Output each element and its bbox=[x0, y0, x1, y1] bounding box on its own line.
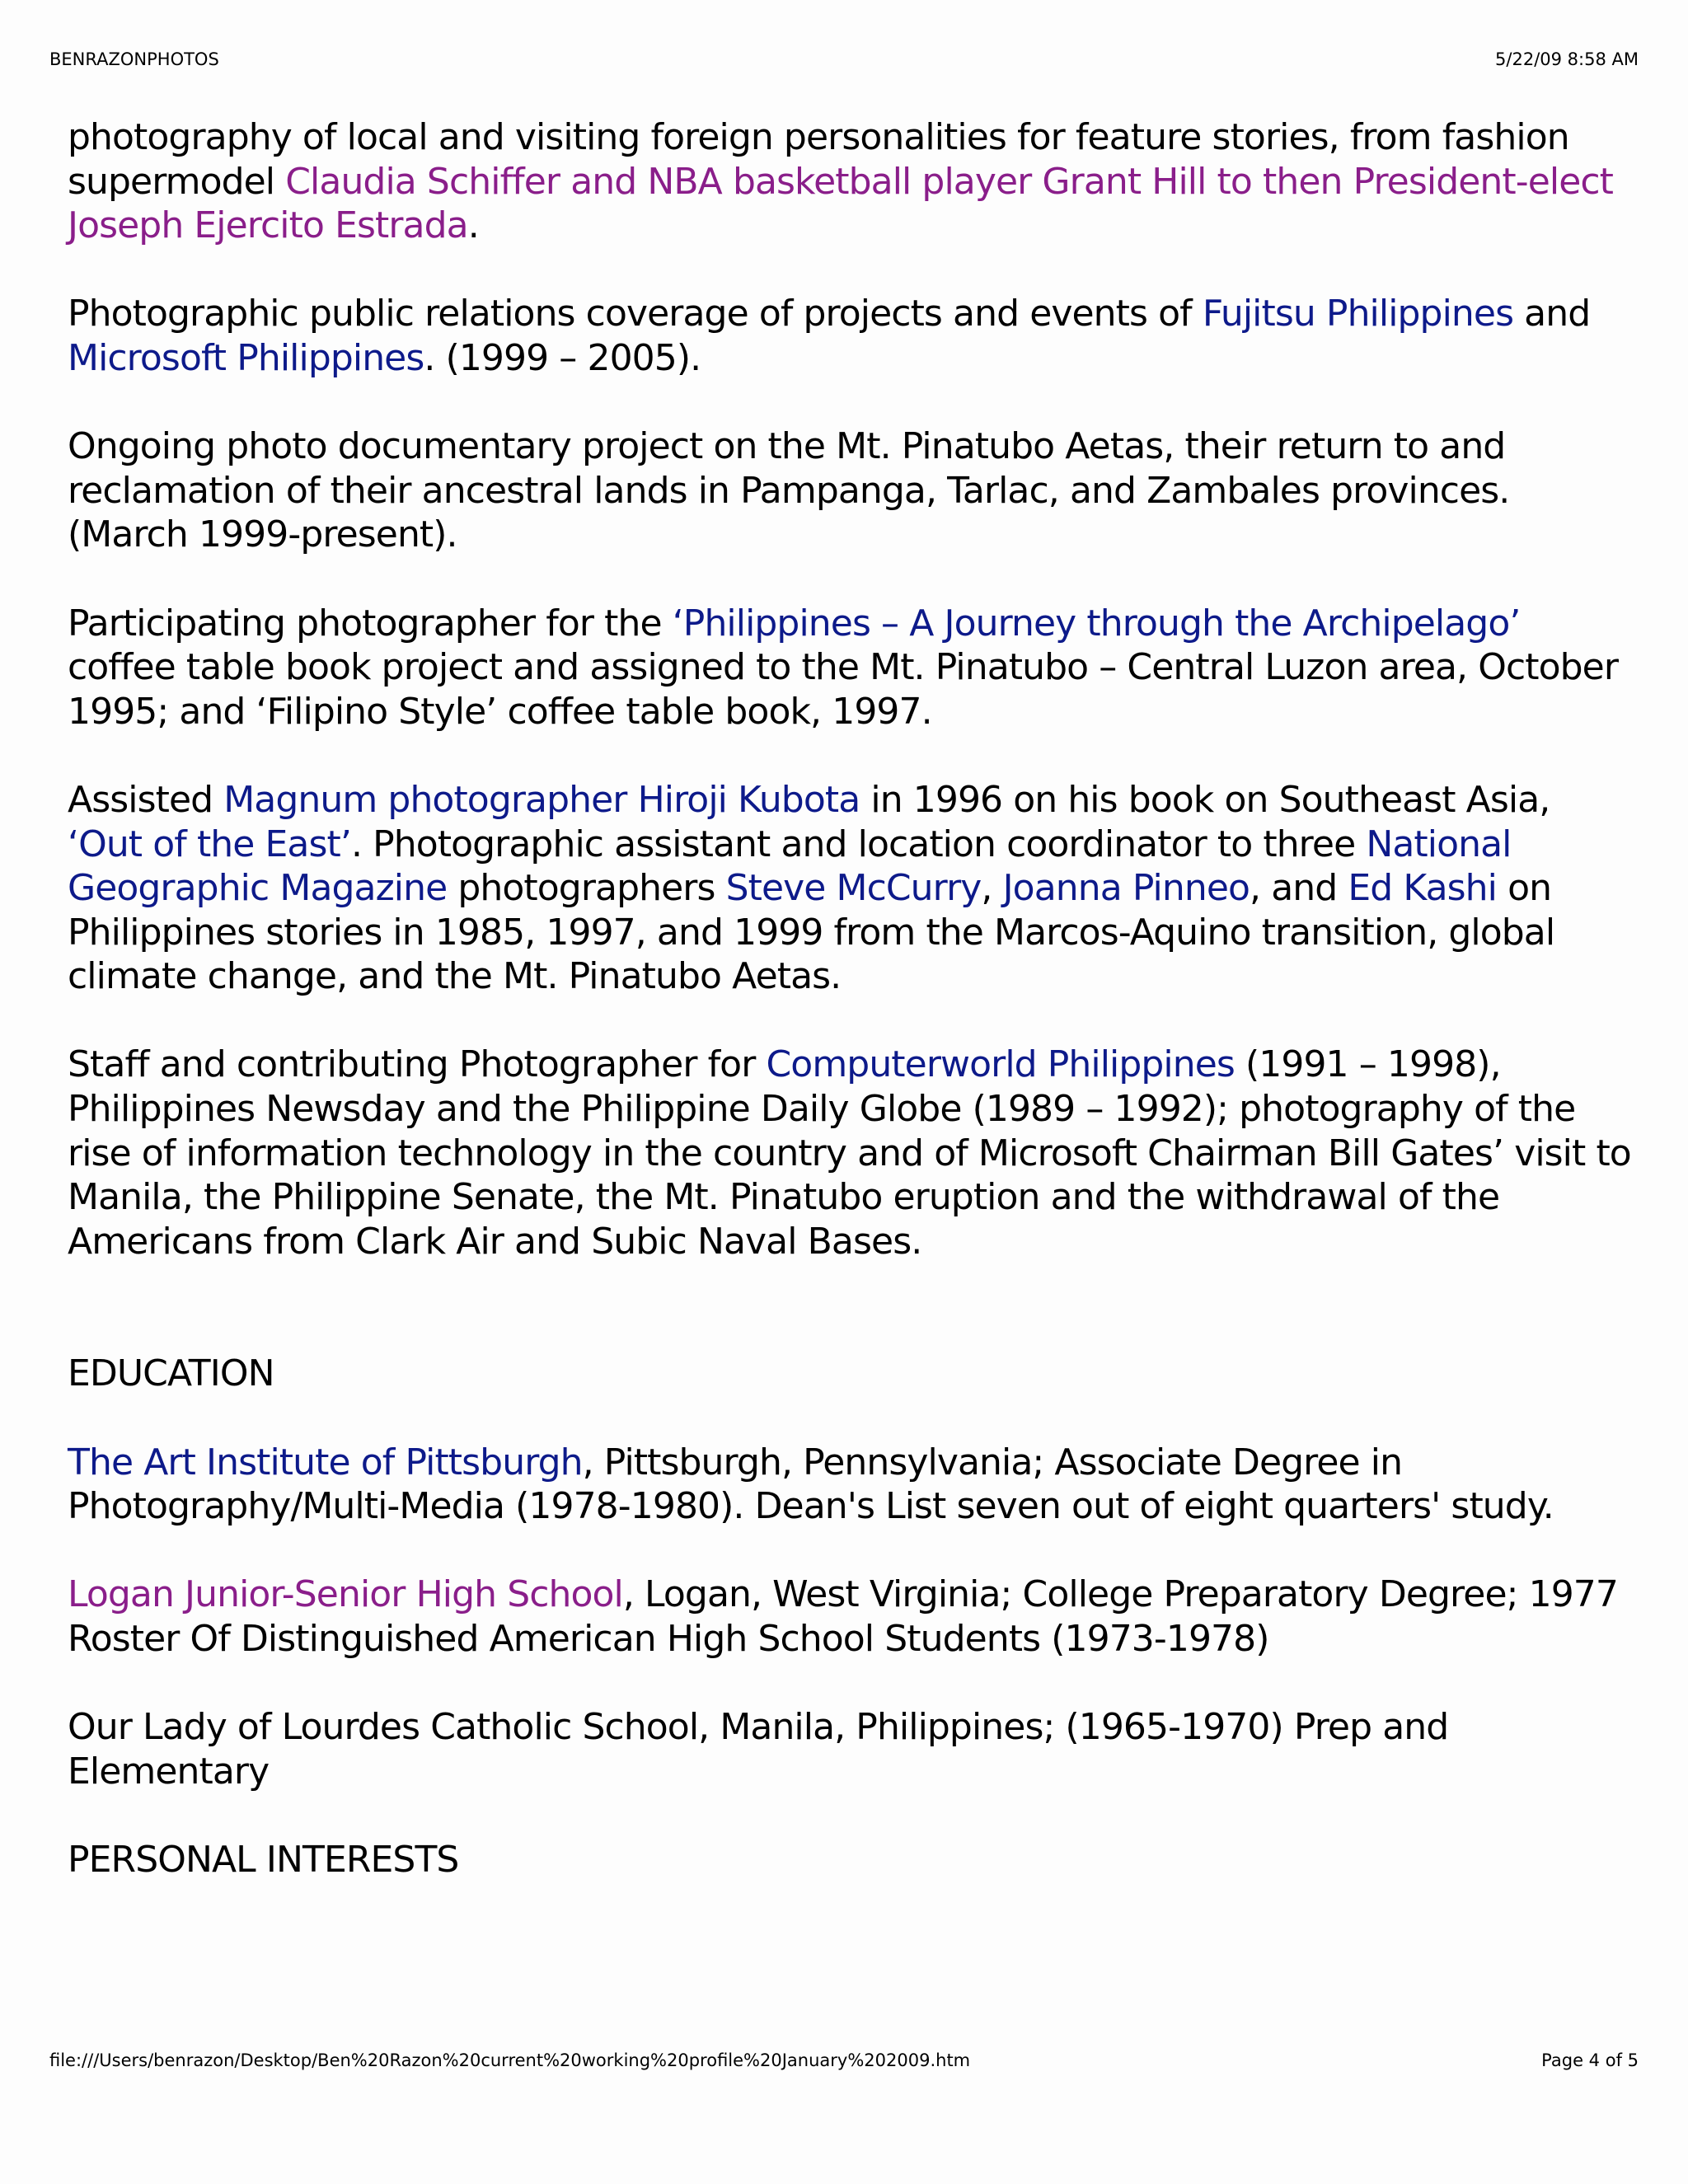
text: , and bbox=[1250, 867, 1348, 910]
text: . Photographic assistant and location coordinator to three bbox=[350, 823, 1367, 865]
education-logan-high bbox=[68, 1572, 1634, 1661]
text: , Logan, West Virginia; College Preparatory Degree; 1977 Roster Of Distinguished American High School Students (1973-1978) bbox=[68, 1573, 1618, 1660]
link-logan-high-school[interactable]: Logan Junior-Senior High School bbox=[68, 1573, 623, 1616]
paragraph-pr-coverage bbox=[68, 292, 1634, 380]
paragraph-pinatubo-project bbox=[68, 424, 1634, 557]
text: Ongoing photo documentary project on the Mt. Pinatubo Aetas, their return to and reclamation of their ancestral lands in Pampanga, Tarlac, and Zambales provinces. (March 1999-present). bbox=[68, 425, 1510, 556]
paragraph-portraits bbox=[68, 115, 1634, 248]
paragraph-coffee-table-book bbox=[68, 602, 1634, 734]
text: Assisted bbox=[68, 778, 224, 821]
print-header-datetime: 5/22/09 8:58 AM bbox=[1495, 49, 1639, 69]
link-microsoft[interactable]: Microsoft Philippines bbox=[68, 336, 424, 379]
text: photography of local and visiting foreign personalities for feature stories, from fashion supermodel bbox=[68, 116, 1569, 203]
text: on Philippines stories in 1985, 1997, and 1999 from the Marcos-Aquino transition, global climate change, and the Mt. Pinatubo Aetas. bbox=[68, 867, 1555, 998]
print-footer-url: file:///Users/benrazon/Desktop/Ben%20Razon%20current%20working%20profile%20January%202009.htm bbox=[49, 2050, 971, 2070]
link-joanna-pinneo[interactable]: Joanna Pinneo bbox=[1002, 867, 1250, 910]
text: Staff and contributing Photographer for bbox=[68, 1043, 767, 1086]
link-ed-kashi[interactable]: Ed Kashi bbox=[1348, 867, 1497, 910]
link-out-of-the-east[interactable]: ‘Out of the East’ bbox=[68, 823, 351, 865]
print-header-title: BENRAZONPHOTOS bbox=[49, 49, 219, 69]
link-fujitsu[interactable]: Fujitsu Philippines bbox=[1202, 293, 1514, 335]
link-computerworld[interactable]: Computerworld Philippines bbox=[766, 1043, 1235, 1086]
education-lourdes bbox=[68, 1705, 1634, 1793]
link-personalities[interactable]: Claudia Schiffer and NBA basketball player Grant Hill to then President-elect Joseph Ejercito Estrada bbox=[68, 160, 1614, 247]
section-heading-education: EDUCATION bbox=[68, 1352, 274, 1395]
text: and bbox=[1513, 293, 1591, 335]
text: , bbox=[981, 867, 1003, 910]
paragraph-staff-photographer bbox=[68, 1043, 1634, 1263]
text: photographers bbox=[447, 867, 726, 910]
text: in 1996 on his book on Southeast Asia, bbox=[860, 778, 1550, 821]
paragraph-assisted bbox=[68, 778, 1634, 999]
text: Photographic public relations coverage of projects and events of bbox=[68, 293, 1203, 335]
document-body bbox=[68, 115, 1634, 1926]
link-hiroji-kubota[interactable]: Magnum photographer Hiroji Kubota bbox=[223, 778, 860, 821]
text: (1991 – 1998), Philippines Newsday and the Philippine Daily Globe (1989 – 1992); photography of the rise of information technology in the country and of Microsoft Chairman Bill Gates’ visit to Manila, the Philippine Senate, the Mt. Pinatubo eruption and the withdrawal of the Americans from Clark Air and Subic Naval Bases. bbox=[68, 1043, 1631, 1263]
text: coffee table book project and assigned to the Mt. Pinatubo – Central Luzon area, October 1995; and ‘Filipino Style’ coffee table book, 1997. bbox=[68, 646, 1619, 733]
link-steve-mccurry[interactable]: Steve McCurry bbox=[725, 867, 982, 910]
link-art-institute[interactable]: The Art Institute of Pittsburgh bbox=[68, 1441, 583, 1483]
link-national-geographic[interactable]: National Geographic Magazine bbox=[68, 823, 1512, 910]
text: . (1999 – 2005). bbox=[424, 336, 701, 379]
text: , Pittsburgh, Pennsylvania; Associate Degree in Photography/Multi-Media (1978-1980). Dean's List seven out of eight quarters' study. bbox=[68, 1441, 1554, 1528]
text: Participating photographer for the bbox=[68, 602, 673, 644]
print-footer-page-number: Page 4 of 5 bbox=[1541, 2050, 1639, 2070]
education-art-institute bbox=[68, 1441, 1634, 1529]
text: . bbox=[467, 204, 479, 247]
link-journey-archipelago[interactable]: ‘Philippines – A Journey through the Archipelago’ bbox=[672, 602, 1521, 644]
text: Our Lady of Lourdes Catholic School, Manila, Philippines; (1965-1970) Prep and Elementary bbox=[68, 1706, 1449, 1793]
section-heading-personal-interests: PERSONAL INTERESTS bbox=[68, 1838, 459, 1881]
